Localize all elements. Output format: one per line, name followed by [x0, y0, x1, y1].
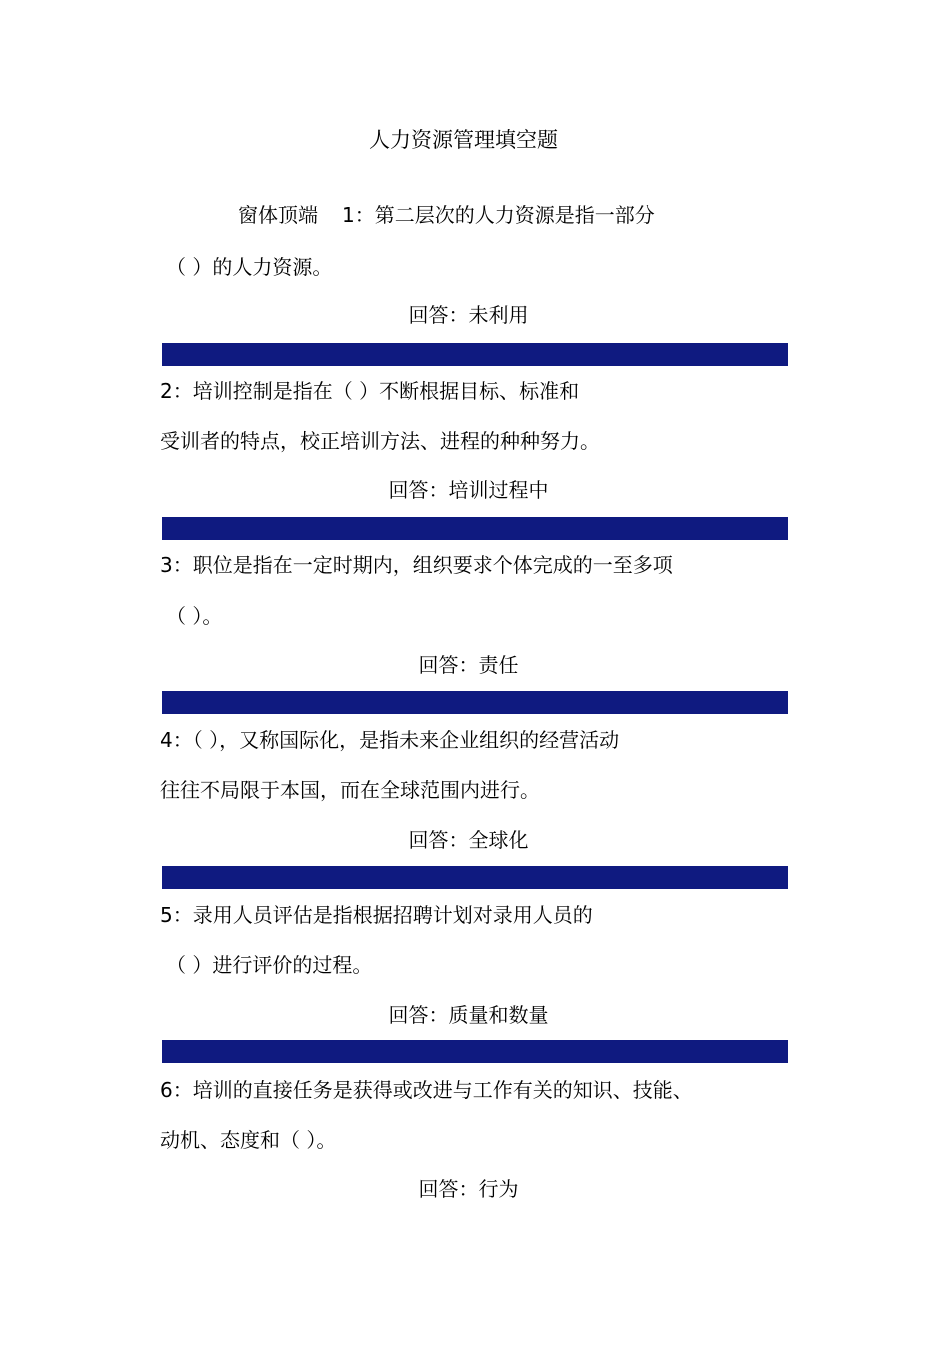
separator-bar — [162, 343, 788, 366]
question-1-line-2: （ ）的人力资源。 — [166, 255, 333, 279]
question-4-line-2: 往往不局限于本国，而在全球范围内进行。 — [160, 778, 540, 802]
question-5-line-1: 5：录用人员评估是指根据招聘计划对录用人员的 — [160, 903, 593, 927]
document-title: 人力资源管理填空题 — [369, 128, 558, 152]
question-3-answer: 回答：责任 — [418, 653, 519, 677]
question-6-line-2: 动机、态度和（ ）。 — [160, 1128, 337, 1152]
question-5-answer: 回答：质量和数量 — [388, 1003, 549, 1027]
separator-bar — [162, 691, 788, 714]
question-1-answer: 回答：未利用 — [408, 303, 529, 327]
separator-bar — [162, 1040, 788, 1063]
form-top-label: 窗体顶端 — [238, 203, 318, 227]
question-4-line-1: 4：（ ），又称国际化，是指未来企业组织的经营活动 — [160, 728, 620, 752]
separator-bar — [162, 866, 788, 889]
question-2-line-1: 2：培训控制是指在（ ）不断根据目标、标准和 — [160, 379, 580, 403]
question-2-answer: 回答：培训过程中 — [388, 478, 549, 502]
question-6-line-1: 6：培训的直接任务是获得或改进与工作有关的知识、技能、 — [160, 1078, 693, 1102]
question-6-answer: 回答：行为 — [418, 1177, 519, 1201]
question-2-line-2: 受训者的特点，校正培训方法、进程的种种努力。 — [160, 429, 600, 453]
question-5-line-2: （ ）进行评价的过程。 — [166, 953, 373, 977]
separator-bar — [162, 517, 788, 540]
question-4-answer: 回答：全球化 — [408, 828, 529, 852]
question-3-line-1: 3：职位是指在一定时期内，组织要求个体完成的一至多项 — [160, 553, 673, 577]
question-3-line-2: （ ）。 — [166, 604, 223, 628]
question-1-line-1: 1：第二层次的人力资源是指一部分 — [342, 203, 655, 227]
